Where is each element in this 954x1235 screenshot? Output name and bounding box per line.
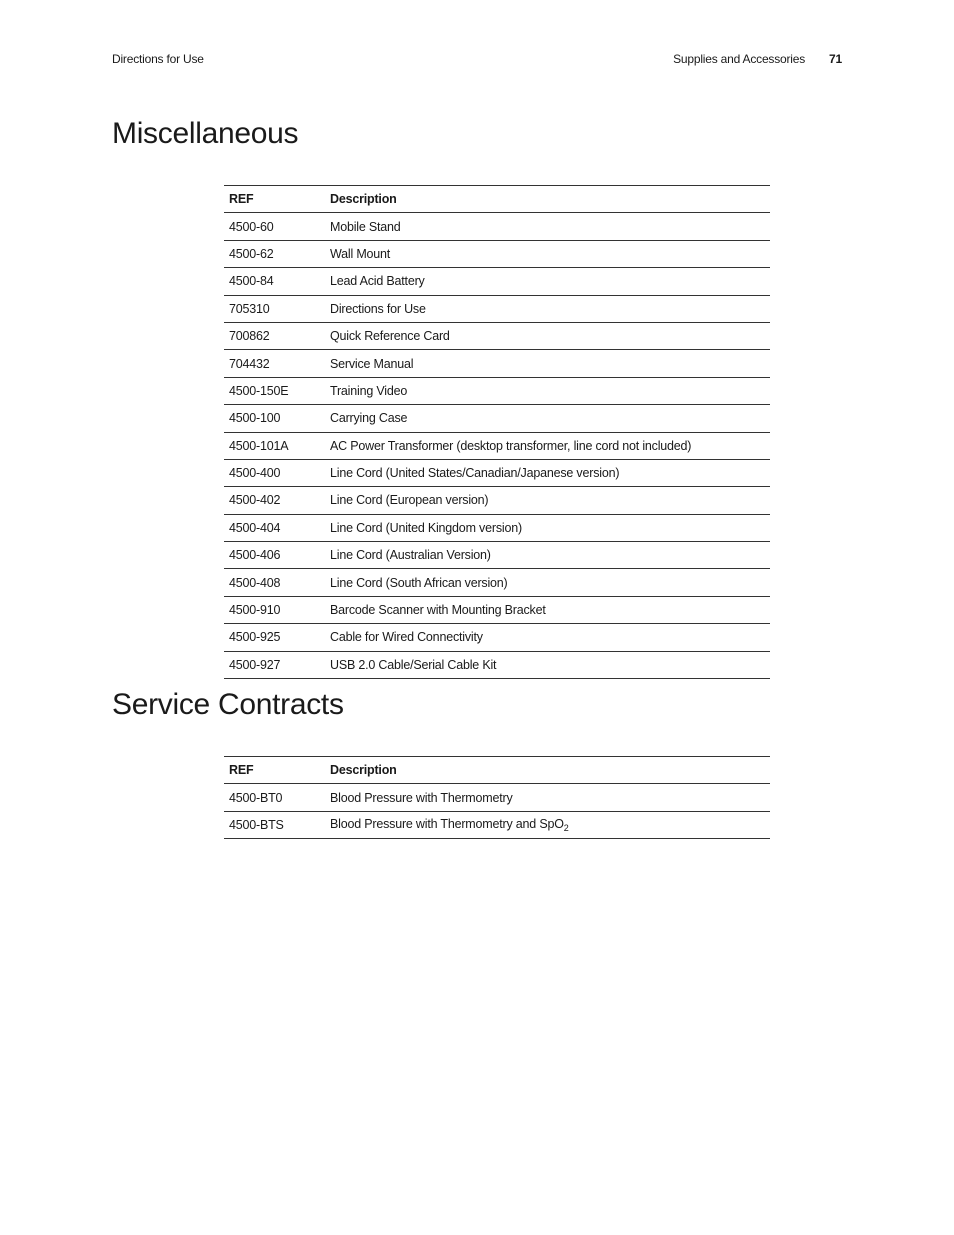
ref-cell: 4500-402 bbox=[224, 487, 325, 514]
ref-cell: 4500-910 bbox=[224, 596, 325, 623]
miscellaneous-table bbox=[224, 185, 770, 679]
table-row bbox=[224, 213, 770, 240]
subscript-text: 2 bbox=[563, 822, 569, 833]
ref-cell: 4500-62 bbox=[224, 240, 325, 267]
description-cell: Lead Acid Battery bbox=[325, 268, 770, 295]
ref-cell: 705310 bbox=[224, 295, 325, 322]
description-cell: AC Power Transformer (desktop transformer, line cord not included) bbox=[325, 432, 770, 459]
table-row bbox=[224, 295, 770, 322]
section-title-miscellaneous: Miscellaneous bbox=[112, 117, 299, 150]
description-text: Blood Pressure with Thermometry and SpO bbox=[330, 816, 564, 831]
table-row bbox=[224, 514, 770, 541]
description-cell: Mobile Stand bbox=[325, 213, 770, 240]
ref-cell: 4500-406 bbox=[224, 542, 325, 569]
description-cell: Directions for Use bbox=[325, 295, 770, 322]
ref-cell: 4500-925 bbox=[224, 624, 325, 651]
table-row bbox=[224, 405, 770, 432]
column-header-description: Description bbox=[325, 186, 770, 213]
table-row bbox=[224, 322, 770, 349]
table-row bbox=[224, 651, 770, 678]
ref-cell: 704432 bbox=[224, 350, 325, 377]
description-cell: Line Cord (United Kingdom version) bbox=[325, 514, 770, 541]
description-cell: Blood Pressure with Thermometry bbox=[325, 784, 770, 811]
description-cell: Line Cord (United States/Canadian/Japanese version) bbox=[325, 459, 770, 486]
section-title-service-contracts: Service Contracts bbox=[112, 688, 344, 721]
ref-cell: 4500-927 bbox=[224, 651, 325, 678]
description-cell: Training Video bbox=[325, 377, 770, 404]
table-row bbox=[224, 487, 770, 514]
ref-cell: 4500-BTS bbox=[224, 811, 325, 838]
description-cell: USB 2.0 Cable/Serial Cable Kit bbox=[325, 651, 770, 678]
description-cell: Carrying Case bbox=[325, 405, 770, 432]
ref-cell: 4500-60 bbox=[224, 213, 325, 240]
ref-cell: 4500-84 bbox=[224, 268, 325, 295]
column-header-description: Description bbox=[325, 757, 770, 784]
table-row bbox=[224, 569, 770, 596]
table-row bbox=[224, 240, 770, 267]
table-header-row bbox=[224, 186, 770, 213]
service-contracts-table bbox=[224, 756, 770, 839]
description-cell: Quick Reference Card bbox=[325, 322, 770, 349]
ref-cell: 4500-404 bbox=[224, 514, 325, 541]
description-cell: Cable for Wired Connectivity bbox=[325, 624, 770, 651]
description-cell: Line Cord (European version) bbox=[325, 487, 770, 514]
table-row bbox=[224, 459, 770, 486]
ref-cell: 4500-150E bbox=[224, 377, 325, 404]
running-header bbox=[112, 52, 842, 70]
description-cell: Service Manual bbox=[325, 350, 770, 377]
column-header-ref: REF bbox=[224, 757, 325, 784]
table-row bbox=[224, 542, 770, 569]
header-section bbox=[673, 52, 842, 66]
page-number: 71 bbox=[829, 52, 842, 66]
table-header-row bbox=[224, 757, 770, 784]
table-row bbox=[224, 596, 770, 623]
column-header-ref: REF bbox=[224, 186, 325, 213]
ref-cell: 4500-BT0 bbox=[224, 784, 325, 811]
ref-cell: 700862 bbox=[224, 322, 325, 349]
header-document-title: Directions for Use bbox=[112, 52, 204, 66]
table-row bbox=[224, 350, 770, 377]
ref-cell: 4500-400 bbox=[224, 459, 325, 486]
description-cell: Line Cord (Australian Version) bbox=[325, 542, 770, 569]
table-row bbox=[224, 432, 770, 459]
description-cell: Barcode Scanner with Mounting Bracket bbox=[325, 596, 770, 623]
description-cell bbox=[325, 811, 770, 838]
table-row bbox=[224, 268, 770, 295]
description-cell: Wall Mount bbox=[325, 240, 770, 267]
table-row bbox=[224, 811, 770, 838]
ref-cell: 4500-101A bbox=[224, 432, 325, 459]
table-row bbox=[224, 624, 770, 651]
table-row bbox=[224, 784, 770, 811]
table-row bbox=[224, 377, 770, 404]
header-section-title: Supplies and Accessories bbox=[673, 52, 806, 66]
ref-cell: 4500-408 bbox=[224, 569, 325, 596]
description-cell: Line Cord (South African version) bbox=[325, 569, 770, 596]
ref-cell: 4500-100 bbox=[224, 405, 325, 432]
